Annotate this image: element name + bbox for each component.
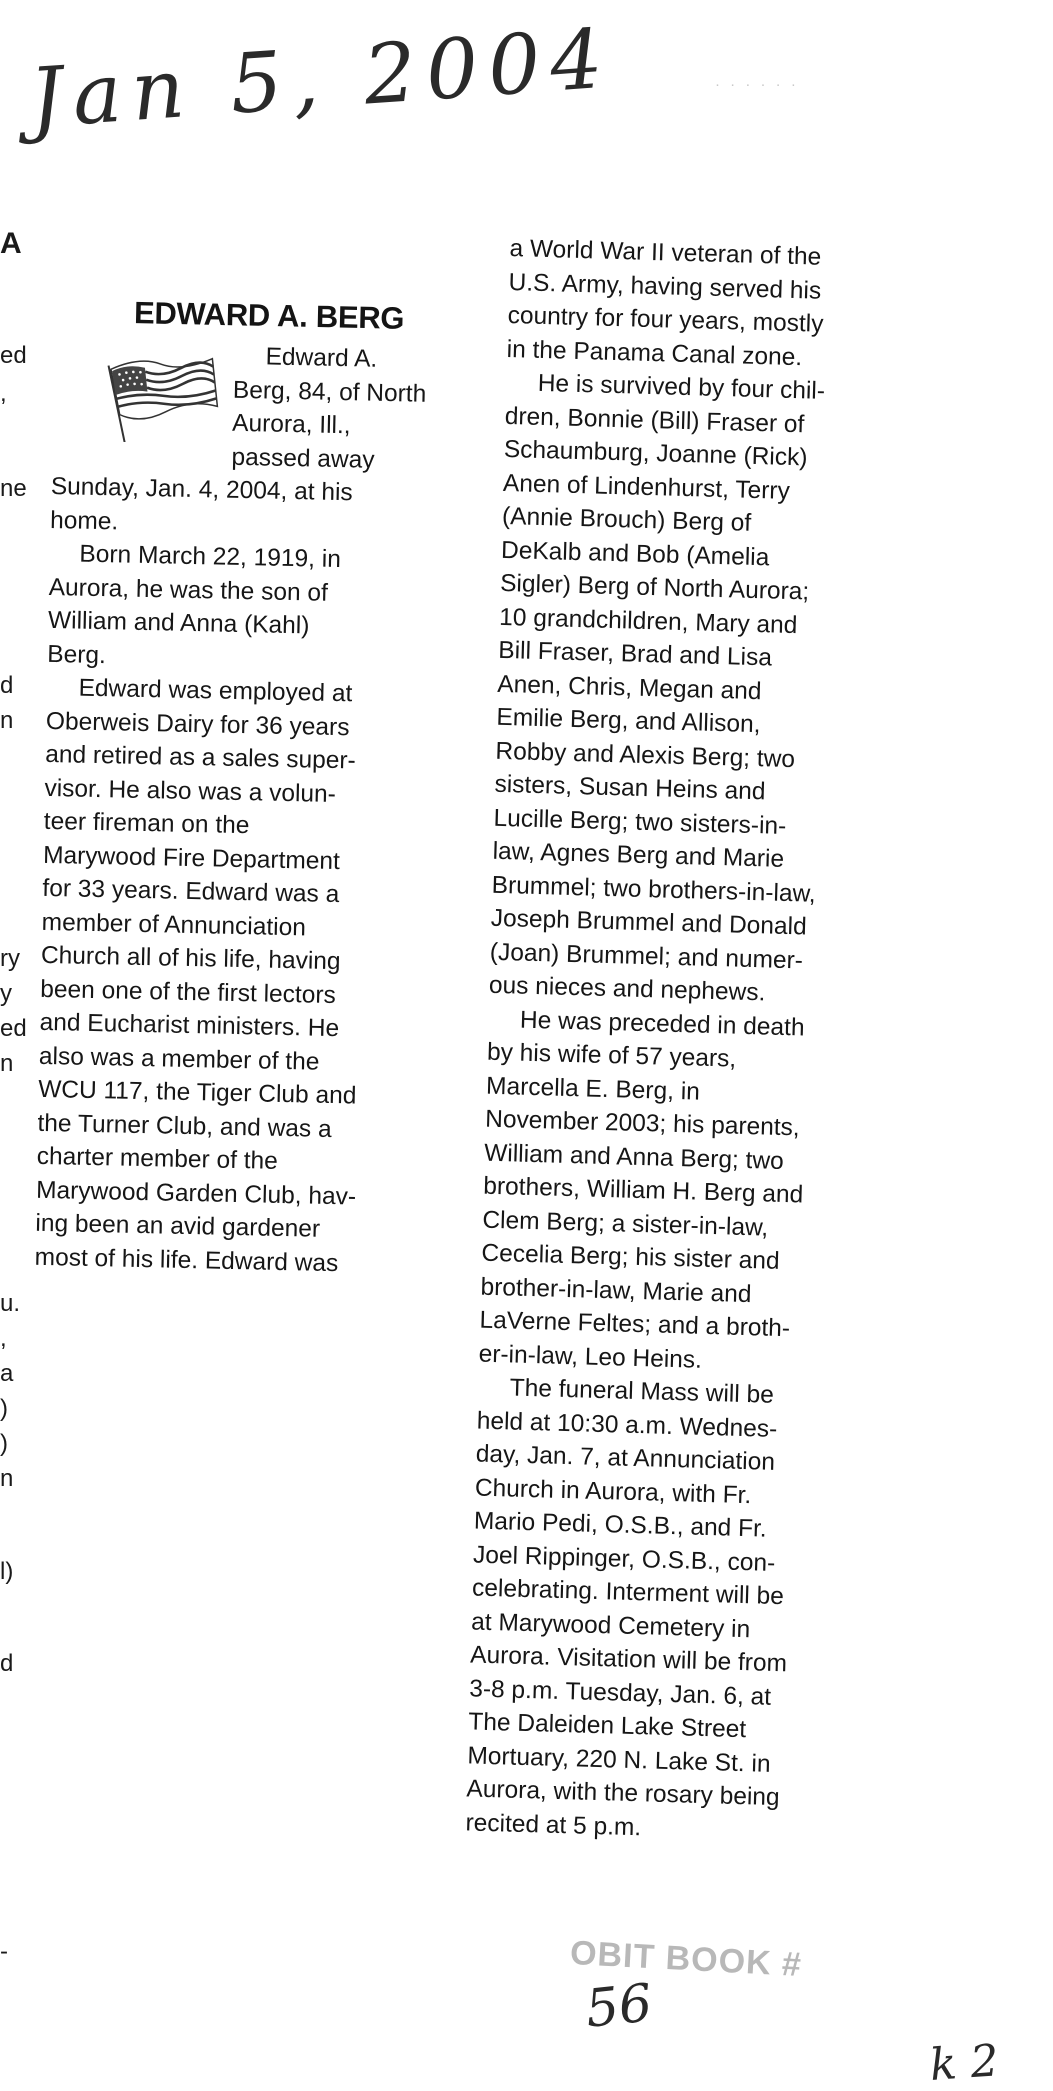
obituary-line: Edward A.: [265, 343, 378, 373]
obituary-line: Berg.: [47, 640, 107, 669]
obituary-line: Mario Pedi, O.S.B., and Fr.: [473, 1507, 768, 1543]
obituary-line: member of Annunciation: [41, 908, 307, 941]
obituary-line: Clem Berg; a sister-in-law,: [482, 1206, 769, 1242]
obituary-line: Bill Fraser, Brad and Lisa: [497, 636, 773, 672]
obituary-line: William and Anna Berg; two: [483, 1139, 785, 1175]
adjacent-column-fragment: ed: [0, 342, 27, 369]
obituary-line: The funeral Mass will be: [509, 1374, 775, 1409]
obituary-line: most of his life. Edward was: [34, 1243, 339, 1277]
obituary-line: (Annie Brouch) Berg of: [501, 502, 752, 537]
obituary-line: Church all of his life, having: [40, 941, 341, 976]
adjacent-column-fragment: A: [0, 227, 22, 260]
adjacent-column-fragment: ): [0, 1430, 8, 1457]
obituary-line: by his wife of 57 years,: [486, 1038, 737, 1073]
corner-handwriting: k 2: [928, 2035, 1001, 2091]
obituary-line: celebrating. Interment will be: [471, 1574, 785, 1611]
obituary-line: Marcella E. Berg, in: [485, 1072, 701, 1106]
obituary-line: day, Jan. 7, at Annunciation: [475, 1440, 776, 1476]
obituary-line: Aurora, he was the son of: [48, 573, 329, 607]
adjacent-column-fragment: d: [0, 672, 14, 699]
obituary-line: brothers, William H. Berg and: [482, 1172, 804, 1209]
adjacent-column-fragment: n: [0, 707, 14, 734]
obituary-line: He is survived by four chil-: [537, 369, 826, 405]
obituary-line: He was preceded in death: [519, 1006, 805, 1042]
obituary-line: (Joan) Brummel; and numer-: [489, 938, 804, 974]
adjacent-column-fragment: n: [0, 1050, 14, 1077]
obituary-line: November 2003; his parents,: [484, 1105, 801, 1142]
obituary-line: LaVerne Feltes; and a broth-: [479, 1306, 791, 1343]
adjacent-column-fragment: -: [0, 1938, 8, 1965]
obituary-line: also was a member of the: [38, 1042, 320, 1076]
adjacent-column-fragment: ry: [0, 945, 20, 972]
obituary-line: Lucille Berg; two sisters-in-: [493, 804, 787, 840]
obituary-line: recited at 5 p.m.: [465, 1808, 642, 1841]
obituary-line: Joseph Brummel and Donald: [490, 904, 808, 941]
obituary-line: Aurora, with the rosary being: [466, 1775, 780, 1812]
obituary-line: law, Agnes Berg and Marie: [492, 837, 785, 873]
obituary-line: dren, Bonnie (Bill) Fraser of: [504, 402, 805, 438]
obituary-line: U.S. Army, having served his: [508, 268, 822, 305]
obituary-line: teer fireman on the: [43, 807, 250, 840]
obit-book-stamp: OBIT BOOK #: [569, 1933, 803, 1985]
adjacent-column-fragment: n: [0, 1465, 14, 1492]
obituary-line: charter member of the: [36, 1142, 279, 1175]
adjacent-column-fragment: ne: [0, 475, 27, 502]
obituary-line: passed away: [231, 443, 375, 474]
obituary-line: the Turner Club, and was a: [37, 1109, 332, 1143]
adjacent-column-fragment: ): [0, 1395, 8, 1422]
obituary-line: Aurora, Ill.,: [231, 409, 351, 440]
obituary-line: Sigler) Berg of North Aurora;: [499, 569, 810, 606]
obituary-line: Anen of Lindenhurst, Terry: [502, 469, 791, 505]
obituary-line: er-in-law, Leo Heins.: [478, 1340, 703, 1374]
obituary-column-left: [34, 336, 484, 1283]
obituary-line: held at 10:30 a.m. Wednes-: [476, 1407, 778, 1443]
obituary-line: Emilie Berg, and Allison,: [496, 703, 761, 739]
obituary-line: Edward was employed at: [78, 674, 353, 708]
obituary-line: home.: [49, 506, 119, 535]
obituary-line: ous nieces and nephews.: [488, 971, 766, 1007]
obituary-line: at Marywood Cemetery in: [470, 1607, 751, 1643]
adjacent-column-fragment: a: [0, 1360, 14, 1387]
obituary-line: The Daleiden Lake Street: [468, 1708, 747, 1744]
obituary-line: Marywood Fire Department: [42, 841, 341, 875]
adjacent-column-fragment: ,: [0, 1325, 7, 1352]
obituary-line: Brummel; two brothers-in-law,: [491, 871, 817, 908]
obituary-line: visor. He also was a volun-: [44, 774, 337, 808]
obituary-column-right: [465, 232, 970, 1852]
obituary-line: Mortuary, 220 N. Lake St. in: [467, 1741, 771, 1778]
obituary-line: 10 grandchildren, Mary and: [498, 603, 798, 639]
adjacent-column-fragment: u.: [0, 1290, 21, 1317]
adjacent-column-fragment: l): [0, 1558, 14, 1585]
adjacent-column-fragment: ed: [0, 1015, 27, 1042]
adjacent-column-fragment: y: [0, 980, 12, 1007]
obituary-line: Church in Aurora, with Fr.: [474, 1474, 752, 1509]
adjacent-column-fragments: [0, 0, 40, 2076]
obituary-line: William and Anna (Kahl): [47, 606, 310, 640]
obituary-line: DeKalb and Bob (Amelia: [500, 536, 770, 571]
obituary-line: Sunday, Jan. 4, 2004, at his: [50, 472, 353, 507]
obituary-line: for 33 years. Edward was a: [42, 874, 340, 909]
handwritten-book-number: 56: [582, 1973, 655, 2040]
obituary-line: 3-8 p.m. Tuesday, Jan. 6, at: [468, 1674, 772, 1711]
obituary-line: WCU 117, the Tiger Club and: [37, 1075, 357, 1110]
obituary-line: Oberweis Dairy for 36 years: [45, 707, 350, 741]
obituary-line: Robby and Alexis Berg; two: [495, 737, 796, 773]
obituary-line: ing been an avid gardener: [35, 1209, 321, 1243]
obituary-line: Schaumburg, Joanne (Rick): [503, 435, 808, 472]
obituary-line: been one of the first lectors: [40, 975, 337, 1009]
obituary-line: Berg, 84, of North: [232, 376, 427, 408]
obituary-line: Joel Rippinger, O.S.B., con-: [472, 1540, 776, 1577]
obituary-line: Marywood Garden Club, hav-: [35, 1176, 357, 1211]
adjacent-column-fragment: d: [0, 1650, 14, 1677]
obituary-line: Cecelia Berg; his sister and: [481, 1239, 780, 1275]
obituary-line: brother-in-law, Marie and: [480, 1273, 752, 1308]
obituary-line: Anen, Chris, Megan and: [497, 670, 762, 705]
adjacent-column-fragment: ,: [0, 380, 7, 407]
obituary-headline: EDWARD A. BERG: [133, 295, 405, 336]
obituary-line: Born March 22, 1919, in: [79, 540, 342, 574]
obituary-line: and Eucharist ministers. He: [39, 1008, 340, 1043]
handwritten-date: Jan 5, 2004: [26, 11, 616, 147]
obituary-line: sisters, Susan Heins and: [494, 770, 766, 806]
obituary-line: Aurora. Visitation will be from: [469, 1641, 788, 1678]
obituary-line: in the Panama Canal zone.: [506, 335, 803, 371]
obituary-line: a World War II veteran of the: [509, 234, 822, 271]
faded-stamp-text: · · · · · ·: [715, 76, 799, 93]
obituary-line: and retired as a sales super-: [44, 740, 356, 775]
obituary-line: country for four years, mostly: [507, 301, 824, 338]
